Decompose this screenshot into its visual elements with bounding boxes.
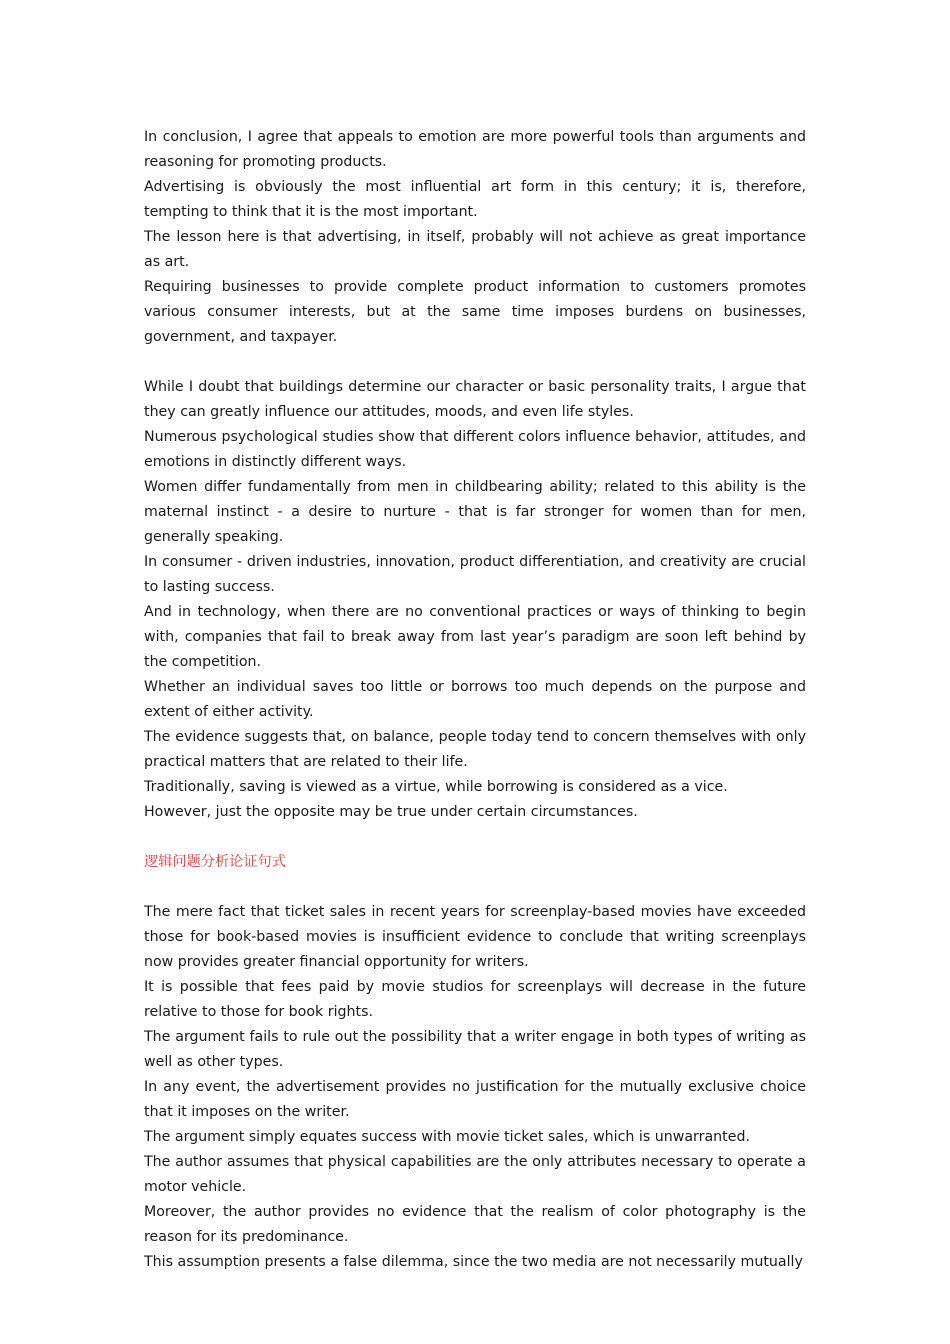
sentence: Numerous psychological studies show that different colors influence behavior, attitudes, and emotions in distinctly different ways. [144,429,806,470]
document-page [144,125,806,1275]
sentence: Moreover, the author provides no evidence that the realism of color photography is the reason for its predominance. [144,1204,806,1245]
sentence: The argument fails to rule out the possibility that a writer engage in both types of writing as well as other types. [144,1029,806,1070]
sentence: Women differ fundamentally from men in childbearing ability; related to this ability is the maternal instinct - a desire to nurture - that is far stronger for women than for men, generally speaking. [144,479,806,545]
sentence: While I doubt that buildings determine our character or basic personality traits, I argue that they can greatly influence our attitudes, moods, and even life styles. [144,379,806,420]
sentence: Traditionally, saving is viewed as a virtue, while borrowing is considered as a vice. [144,779,728,795]
paragraph-argument-analysis [144,900,806,1275]
sentence: The argument simply equates success with movie ticket sales, which is unwarranted. [144,1129,750,1145]
section-heading: 逻辑问题分析论证句式 [144,854,286,870]
sentence: Whether an individual saves too little or borrows too much depends on the purpose and extent of either activity. [144,679,806,720]
paragraph-advertising [144,125,806,350]
paragraph-gap [144,825,806,850]
paragraph-gap [144,875,806,900]
paragraph-society [144,375,806,825]
sentence: The mere fact that ticket sales in recent years for screenplay-based movies have exceeded those for book-based movies is insufficient evidence to conclude that writing screenplays now provides greater financial opportunity for writers. [144,904,806,970]
sentence: Requiring businesses to provide complete product information to customers promotes various consumer interests, but at the same time imposes burdens on businesses, government, and taxpayer. [144,279,806,345]
sentence: However, just the opposite may be true under certain circumstances. [144,804,638,820]
sentence: This assumption presents a false dilemma, since the two media are not necessarily mutually [144,1254,803,1270]
sentence: And in technology, when there are no conventional practices or ways of thinking to begin with, companies that fail to break away from last year’s paradigm are soon left behind by the competition. [144,604,806,670]
sentence: Advertising is obviously the most influential art form in this century; it is, therefore, tempting to think that it is the most important. [144,179,806,220]
sentence: The author assumes that physical capabilities are the only attributes necessary to operate a motor vehicle. [144,1154,806,1195]
sentence: In any event, the advertisement provides no justification for the mutually exclusive choice that it imposes on the writer. [144,1079,806,1120]
paragraph-gap [144,350,806,375]
sentence: In consumer - driven industries, innovation, product differentiation, and creativity are crucial to lasting success. [144,554,806,595]
sentence: The lesson here is that advertising, in itself, probably will not achieve as great importance as art. [144,229,806,270]
sentence: The evidence suggests that, on balance, people today tend to concern themselves with only practical matters that are related to their life. [144,729,806,770]
sentence: In conclusion, I agree that appeals to emotion are more powerful tools than arguments and reasoning for promoting products. [144,129,806,170]
sentence: It is possible that fees paid by movie studios for screenplays will decrease in the future relative to those for book rights. [144,979,806,1020]
